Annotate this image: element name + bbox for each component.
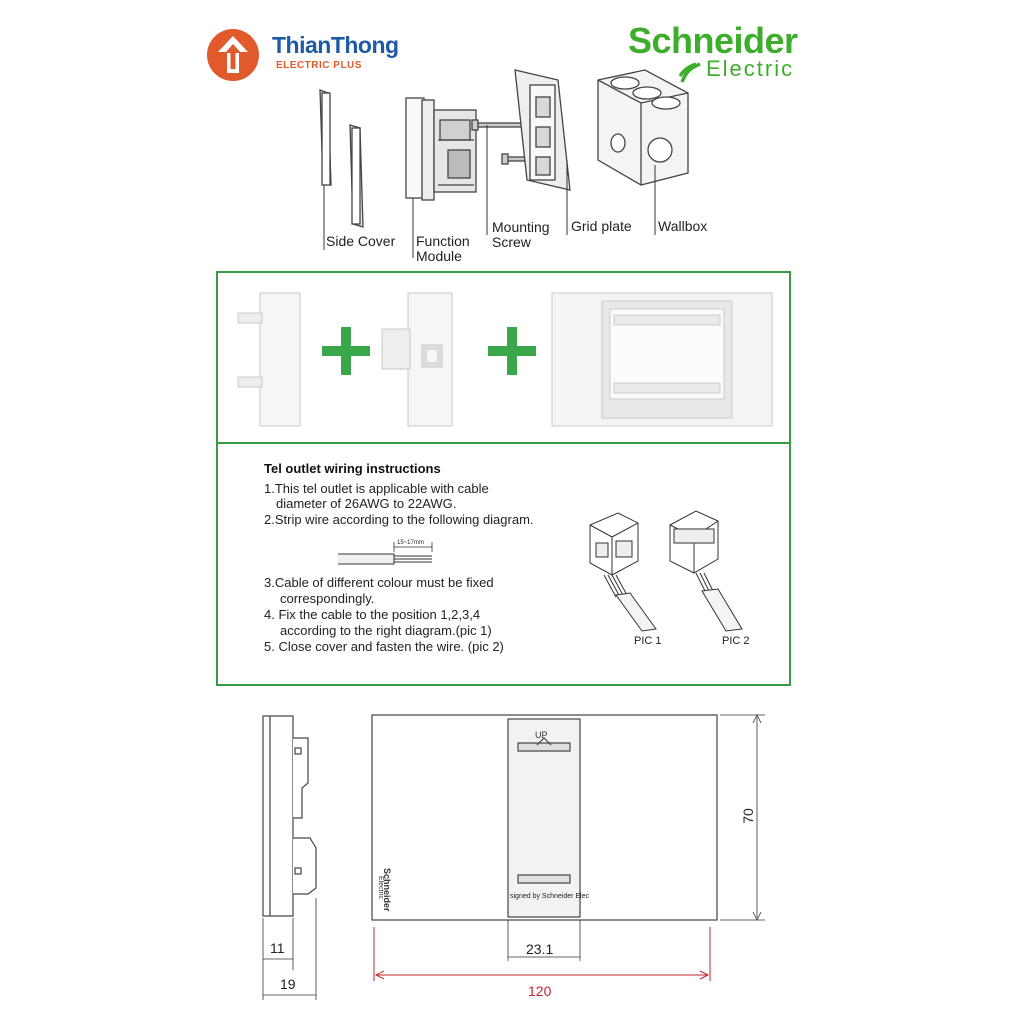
side-cover-1: [320, 90, 331, 185]
grid-plate: [515, 70, 570, 190]
label-mounting-screw-2: Screw: [492, 234, 531, 250]
instruction-line-7: according to the right diagram.(pic 1): [280, 623, 492, 638]
grid-plate-part: [552, 293, 772, 426]
label-wallbox: Wallbox: [658, 218, 708, 234]
dim-side-depth-total: 19: [280, 976, 296, 992]
side-cover-part: [238, 293, 300, 426]
function-module: [406, 98, 476, 200]
instruction-line-6: 4. Fix the cable to the position 1,2,3,4: [264, 607, 481, 622]
plate-brand-2: Electric: [377, 876, 384, 899]
components-row: [230, 285, 780, 435]
side-cover-2: [350, 125, 363, 227]
up-mark: UP: [535, 730, 548, 740]
instruction-line-8: 5. Close cover and fasten the wire. (pic 2): [264, 639, 504, 654]
panel-divider: [216, 442, 791, 444]
front-plate-drawing: [360, 705, 780, 990]
schneider-sub: Electric: [706, 56, 795, 81]
plate-brand-1: Schneider: [382, 868, 392, 912]
dim-module-width: 23.1: [526, 941, 554, 957]
dim-height: 70: [739, 808, 756, 824]
label-grid-plate: Grid plate: [571, 218, 632, 234]
module-text: signed by Schneider Elec: [510, 893, 589, 900]
plus-icon-1: [322, 327, 370, 375]
strip-length-label: 15~17mm: [397, 540, 424, 546]
label-function-module-1: Function: [416, 233, 470, 249]
label-function-module-2: Module: [416, 248, 462, 264]
thianthong-tagline: ELECTRIC PLUS: [276, 60, 362, 71]
schneider-name: Schneider: [628, 20, 798, 61]
pic1-label: PIC 1: [634, 635, 662, 647]
label-mounting-screw-1: Mounting: [492, 219, 550, 235]
side-profile-drawing: [250, 708, 330, 1008]
instruction-line-5: correspondingly.: [280, 591, 375, 606]
instruction-line-2: diameter of 26AWG to 22AWG.: [276, 496, 457, 511]
pic1-connector: [590, 513, 656, 631]
pic2-label: PIC 2: [722, 635, 750, 647]
plus-icon-2: [488, 327, 536, 375]
instructions-title: Tel outlet wiring instructions: [264, 461, 441, 476]
pic2-connector: [670, 511, 742, 631]
thianthong-logo-icon: [205, 27, 261, 83]
dim-side-depth-small: 11: [270, 940, 285, 956]
wiring-pictures: [578, 505, 768, 633]
function-module-part: [382, 293, 452, 426]
dim-total-width: 120: [528, 983, 552, 999]
instruction-line-1: 1.This tel outlet is applicable with cable: [264, 481, 489, 496]
wallbox: [598, 70, 688, 185]
thianthong-name: ThianThong: [272, 32, 399, 58]
instruction-line-3: 2.Strip wire according to the following diagram.: [264, 512, 534, 527]
instruction-line-4: 3.Cable of different colour must be fixed: [264, 575, 494, 590]
label-side-cover: Side Cover: [326, 233, 396, 249]
